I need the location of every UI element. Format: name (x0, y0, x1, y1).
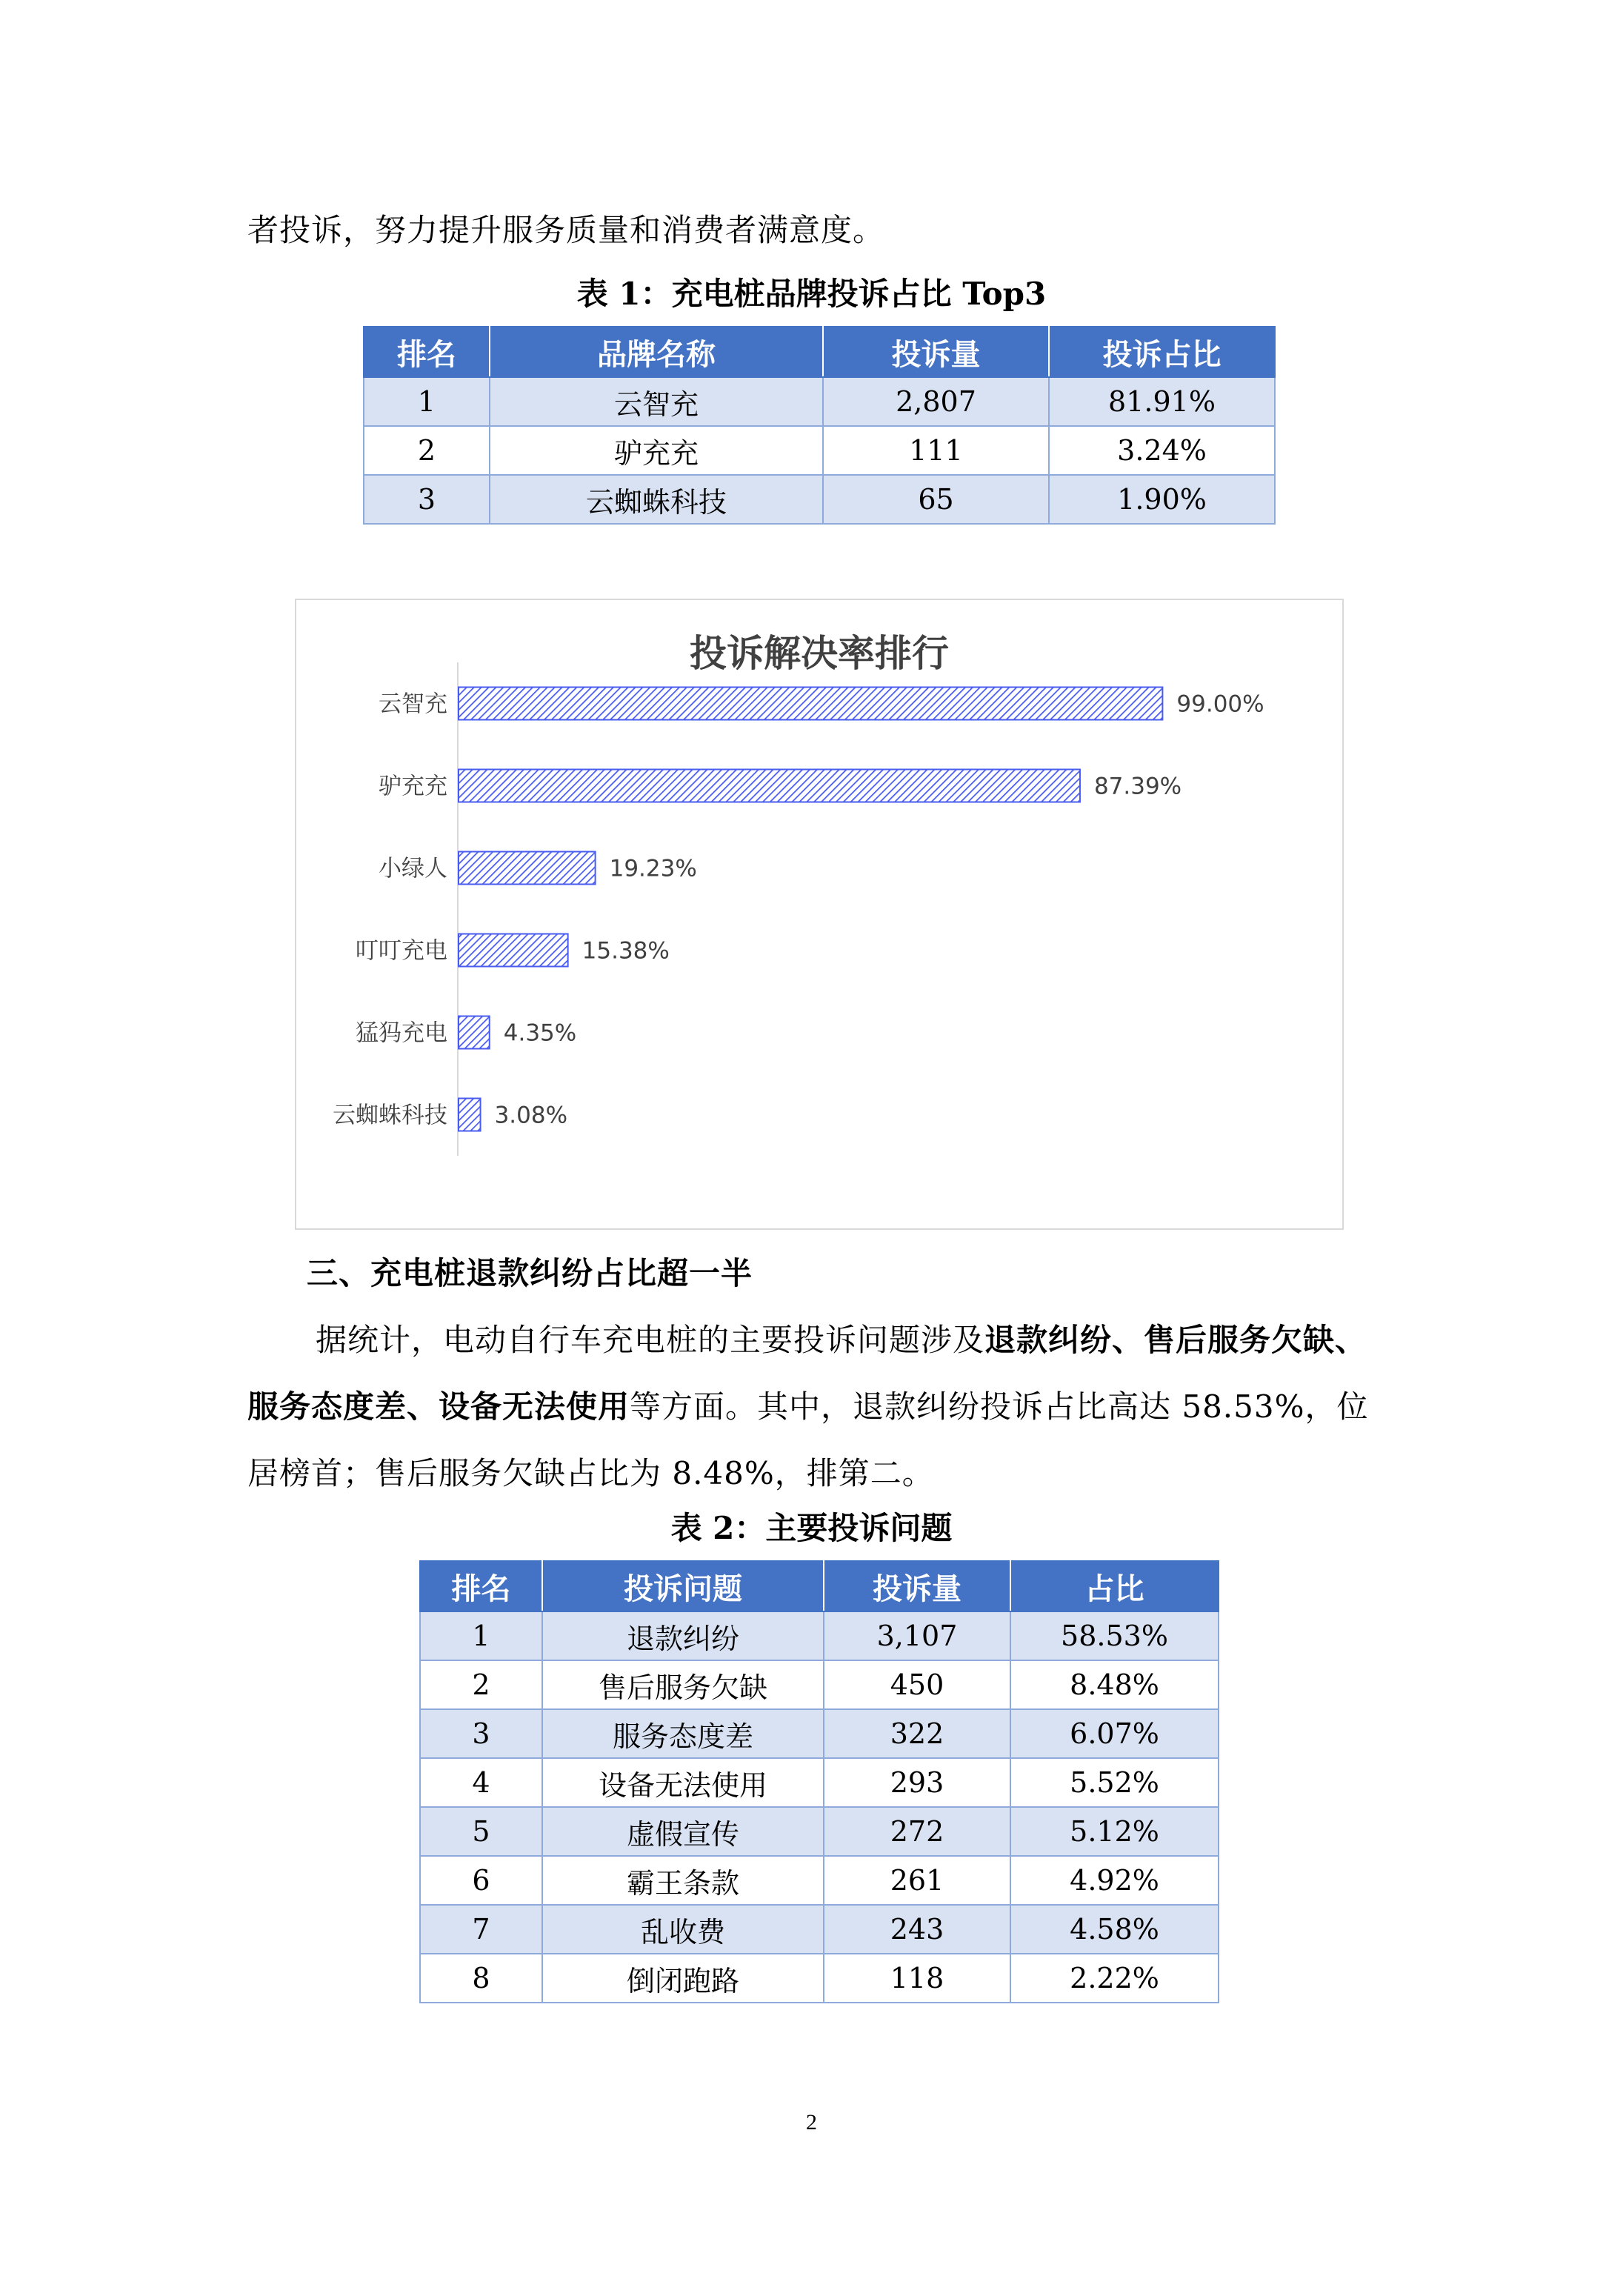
table-cell: 3.24% (1049, 426, 1275, 475)
table-cell: 1 (364, 377, 490, 426)
category-label: 叮叮充电 (356, 937, 447, 965)
table-cell: 3,107 (824, 1611, 1010, 1660)
table-cell: 售后服务欠缺 (542, 1660, 824, 1709)
table-cell: 6.07% (1010, 1709, 1219, 1758)
section3-heading: 三、充电桩退款纠纷占比超一半 (307, 1255, 753, 1291)
table-cell: 倒闭跑路 (542, 1954, 824, 2003)
table-cell: 设备无法使用 (542, 1758, 824, 1807)
table-cell: 272 (824, 1807, 1010, 1856)
paragraph-text: 等方面。其中，退款纠纷投诉占比高达 58.53%，位 (630, 1388, 1369, 1425)
table-row (364, 377, 1275, 426)
table-cell: 服务态度差 (542, 1709, 824, 1758)
table1-header-rank: 排名 (364, 327, 490, 377)
data-label: 3.08% (494, 1102, 568, 1129)
table-cell: 2 (420, 1660, 542, 1709)
data-label: 19.23% (609, 855, 697, 882)
table-cell: 65 (823, 475, 1049, 524)
table-cell: 3 (364, 475, 490, 524)
data-label: 99.00% (1176, 691, 1264, 718)
table-row (420, 1660, 1219, 1709)
table-cell: 81.91% (1049, 377, 1275, 426)
table2-header-issue: 投诉问题 (542, 1561, 824, 1611)
table-row (420, 1856, 1219, 1905)
table1-header-row (364, 327, 1275, 377)
bar (459, 688, 1162, 720)
table1-header-count: 投诉量 (823, 327, 1049, 377)
table1-header-brand: 品牌名称 (490, 327, 823, 377)
table-row (364, 475, 1275, 524)
table-cell: 2,807 (823, 377, 1049, 426)
category-label: 小绿人 (379, 855, 447, 882)
bar (459, 852, 596, 885)
table-cell: 4 (420, 1758, 542, 1807)
chart-title: 投诉解决率排行 (690, 632, 949, 675)
table-cell: 乱收费 (542, 1905, 824, 1954)
table-cell: 1.90% (1049, 475, 1275, 524)
table-cell: 虚假宣传 (542, 1807, 824, 1856)
table-cell: 2 (364, 426, 490, 475)
table-cell: 6 (420, 1856, 542, 1905)
table2-caption: 表 2：主要投诉问题 (670, 1510, 953, 1546)
category-label: 猛犸充电 (356, 1019, 447, 1047)
table-cell: 3 (420, 1709, 542, 1758)
table-cell: 云蜘蛛科技 (490, 475, 823, 524)
table-cell: 5.52% (1010, 1758, 1219, 1807)
table-cell: 293 (824, 1758, 1010, 1807)
table-cell: 5 (420, 1807, 542, 1856)
intro-text: 者投诉，努力提升服务质量和消费者满意度。 (247, 212, 885, 248)
category-label: 驴充充 (379, 773, 447, 800)
bar (459, 934, 568, 967)
data-label: 4.35% (503, 1019, 577, 1047)
table2-header-row (420, 1561, 1219, 1611)
section3-paragraph-line2 (247, 1390, 1369, 1424)
table-cell: 118 (824, 1954, 1010, 2003)
table-cell: 5.12% (1010, 1807, 1219, 1856)
table-cell: 4.92% (1010, 1856, 1219, 1905)
category-label: 云蜘蛛科技 (333, 1102, 447, 1129)
table-cell: 111 (823, 426, 1049, 475)
table-cell: 7 (420, 1905, 542, 1954)
table-cell: 云智充 (490, 377, 823, 426)
table-cell: 1 (420, 1611, 542, 1660)
table-cell: 退款纠纷 (542, 1611, 824, 1660)
page-number: 2 (806, 2110, 817, 2134)
table-cell: 322 (824, 1709, 1010, 1758)
table2 (419, 1560, 1219, 2003)
table-cell: 58.53% (1010, 1611, 1219, 1660)
data-label: 15.38% (581, 937, 670, 965)
table-cell: 4.58% (1010, 1905, 1219, 1954)
table-row (420, 1807, 1219, 1856)
table-cell: 243 (824, 1905, 1010, 1954)
table-cell: 8 (420, 1954, 542, 2003)
table2-header-share: 占比 (1010, 1561, 1219, 1611)
table-cell: 驴充充 (490, 426, 823, 475)
data-label: 87.39% (1093, 773, 1182, 800)
section3-paragraph-line1 (316, 1323, 1367, 1357)
table2-header-count: 投诉量 (824, 1561, 1010, 1611)
category-label: 云智充 (379, 691, 447, 718)
bar (459, 1016, 490, 1049)
table-cell: 450 (824, 1660, 1010, 1709)
table-row (420, 1954, 1219, 2003)
chart-container (295, 599, 1344, 1230)
table-cell: 2.22% (1010, 1954, 1219, 2003)
table-row (420, 1905, 1219, 1954)
bar (459, 770, 1080, 802)
table-cell: 霸王条款 (542, 1856, 824, 1905)
table1-caption: 表 1：充电桩品牌投诉占比 Top3 (576, 276, 1047, 312)
paragraph-emphasis: 服务态度差、设备无法使用 (247, 1388, 630, 1425)
table-row (364, 426, 1275, 475)
table1 (363, 326, 1276, 525)
paragraph-text: 据统计，电动自行车充电桩的主要投诉问题涉及 (316, 1322, 985, 1358)
table-row (420, 1611, 1219, 1660)
table-cell: 8.48% (1010, 1660, 1219, 1709)
table1-header-share: 投诉占比 (1049, 327, 1275, 377)
section3-paragraph-line3: 居榜首；售后服务欠缺占比为 8.48%，排第二。 (247, 1455, 934, 1491)
bar (459, 1099, 481, 1131)
table-cell: 261 (824, 1856, 1010, 1905)
table2-header-rank: 排名 (420, 1561, 542, 1611)
table-row (420, 1709, 1219, 1758)
bar-chart (296, 600, 1342, 1228)
table-row (420, 1758, 1219, 1807)
paragraph-emphasis: 退款纠纷、售后服务欠缺、 (984, 1322, 1367, 1358)
